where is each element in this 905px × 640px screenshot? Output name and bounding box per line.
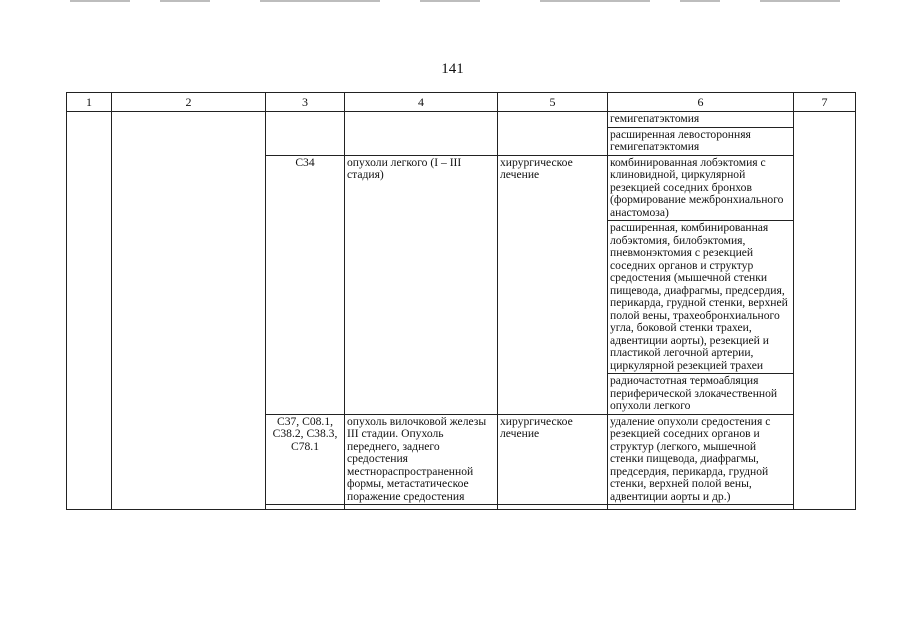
column-header: 4: [345, 93, 498, 112]
table-cell-col7: [794, 112, 856, 510]
table-cell-col3: [266, 112, 345, 156]
table-cell-spacer: [608, 505, 794, 510]
table-cell-method: расширенная левосторонняя гемигепатэктомия: [608, 127, 794, 155]
table-cell-col1: [67, 112, 112, 510]
medical-procedures-table: [66, 92, 856, 510]
column-header: 2: [112, 93, 266, 112]
table-cell-method: радиочастотная термоабляция периферической злокачественной опухоли легкого: [608, 374, 794, 415]
table-cell-method: комбинированная лобэктомия с клиновидной, циркулярной резекцией соседних бронхов (формирование межбронхиального анастомоза): [608, 155, 794, 221]
table-cell-col4: [345, 112, 498, 156]
column-header: 1: [67, 93, 112, 112]
column-header: 5: [498, 93, 608, 112]
page-number: 141: [441, 61, 464, 77]
table-cell-method: удаление опухоли средостения с резекцией соседних органов и структур (легкого, мышечной стенки пищевода, диафрагмы, предсердия, перикарда, грудной стенки, верхней полой вены, адвентиции аорты и др.): [608, 414, 794, 505]
column-header: 7: [794, 93, 856, 112]
table-header-row: [67, 93, 856, 112]
table-cell-spacer: [266, 505, 345, 510]
column-header: 6: [608, 93, 794, 112]
table-cell-treatment-type: хирургическое лечение: [498, 414, 608, 505]
table-row: [67, 112, 856, 128]
table-cell-treatment-type: хирургическое лечение: [498, 155, 608, 414]
table-cell-col2: [112, 112, 266, 510]
table-cell-spacer: [345, 505, 498, 510]
table-cell-icd-code: C37, C08.1, C38.2, C38.3, C78.1: [266, 414, 345, 505]
column-header: 3: [266, 93, 345, 112]
table-cell-col5: [498, 112, 608, 156]
table-cell-method: расширенная, комбинированная лобэктомия, билобэктомия, пневмонэктомия с резекцией соседних органов и структур средостения (мышечной стенки пищевода, диафрагмы, предсердия, перикарда, грудной стенки, верхней полой вены, трахеобронхиального угла, боковой стенки трахеи, адвентиции аорты), резекцией и пластикой легочной артерии, циркулярной резекцией трахеи: [608, 221, 794, 374]
table-cell-method: гемигепатэктомия: [608, 112, 794, 128]
top-edge-marks: [0, 0, 905, 4]
table-cell-diagnosis: опухоль вилочковой железы III стадии. Опухоль переднего, заднего средостения местнораспространенной формы, метастатическое поражение средостения: [345, 414, 498, 505]
table-cell-diagnosis: опухоли легкого (I – III стадия): [345, 155, 498, 414]
table-cell-icd-code: C34: [266, 155, 345, 414]
table-cell-spacer: [498, 505, 608, 510]
